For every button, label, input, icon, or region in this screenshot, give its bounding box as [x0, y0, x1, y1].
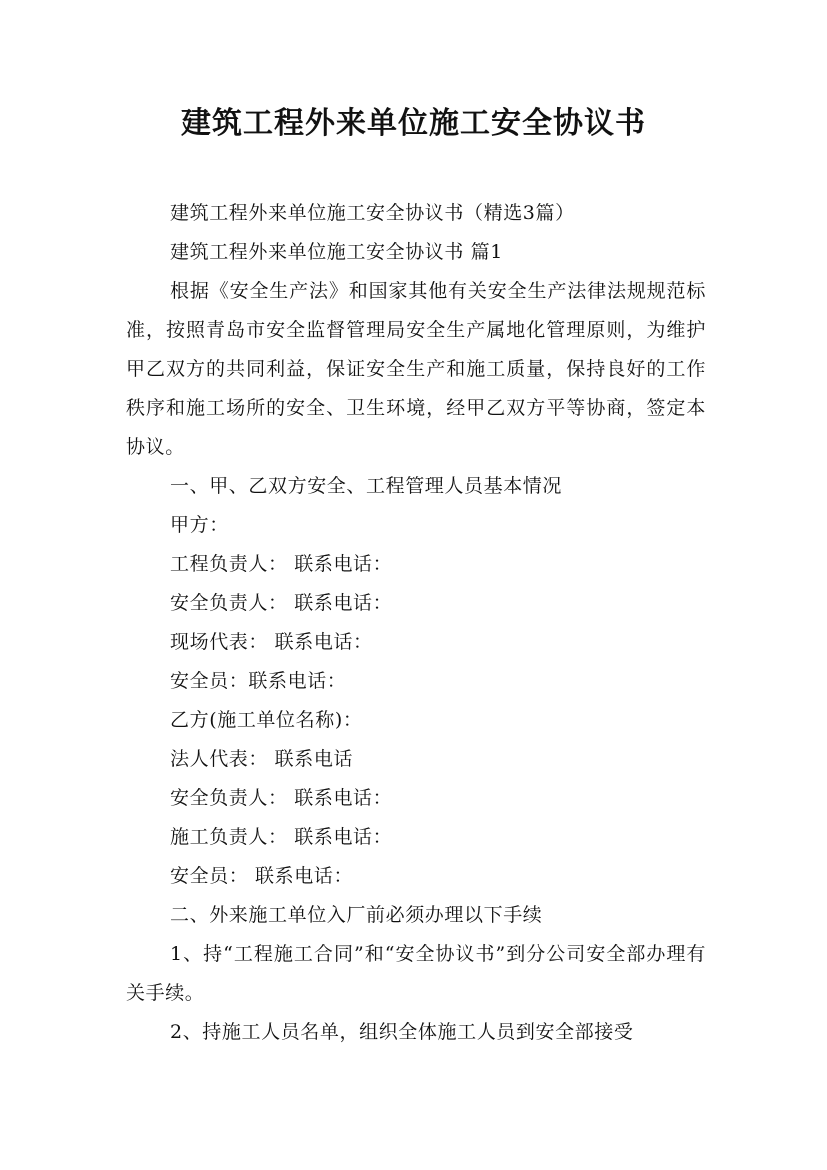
party-a-project-lead: 工程负责人： 联系电话： [170, 553, 393, 575]
section1-heading: 一、甲、乙双方安全、工程管理人员基本情况 [170, 475, 563, 497]
party-b-safety-officer: 安全员： 联系电话： [170, 865, 354, 887]
subtitle-line: 建筑工程外来单位施工安全协议书（精选3篇） [170, 202, 575, 224]
party-a-label: 甲方： [170, 514, 229, 536]
party-b-construction-lead: 施工负责人： 联系电话： [170, 826, 393, 848]
document-title: 建筑工程外来单位施工安全协议书 [181, 106, 646, 141]
intro-paragraph: 根据《安全生产法》和国家其他有关安全生产法律法规规范标准，按照青岛市安全监督管理局安全生产属地化管理原则，为维护甲乙双方的共同利益，保证安全生产和施工质量，保持良好的工作秩序和施工场所的安全、卫生环境，经甲乙双方平等协商，签定本协议。 [126, 280, 706, 458]
document-body [126, 194, 706, 1052]
party-b-label: 乙方(施工单位名称)： [170, 709, 363, 731]
party-a-safety-lead: 安全负责人： 联系电话： [170, 592, 393, 614]
party-a-safety-officer: 安全员：联系电话： [170, 670, 347, 692]
chapter-heading: 建筑工程外来单位施工安全协议书 篇1 [170, 241, 503, 263]
item-1: 1、持“工程施工合同”和“安全协议书”到分公司安全部办理有关手续。 [126, 943, 706, 1004]
party-b-legal-rep: 法人代表： 联系电话 [170, 748, 354, 770]
party-a-site-rep: 现场代表： 联系电话： [170, 631, 373, 653]
party-b-safety-lead: 安全负责人： 联系电话： [170, 787, 393, 809]
item-2: 2、持施工人员名单，组织全体施工人员到安全部接受 [170, 1021, 634, 1043]
section2-heading: 二、外来施工单位入厂前必须办理以下手续 [170, 904, 543, 926]
